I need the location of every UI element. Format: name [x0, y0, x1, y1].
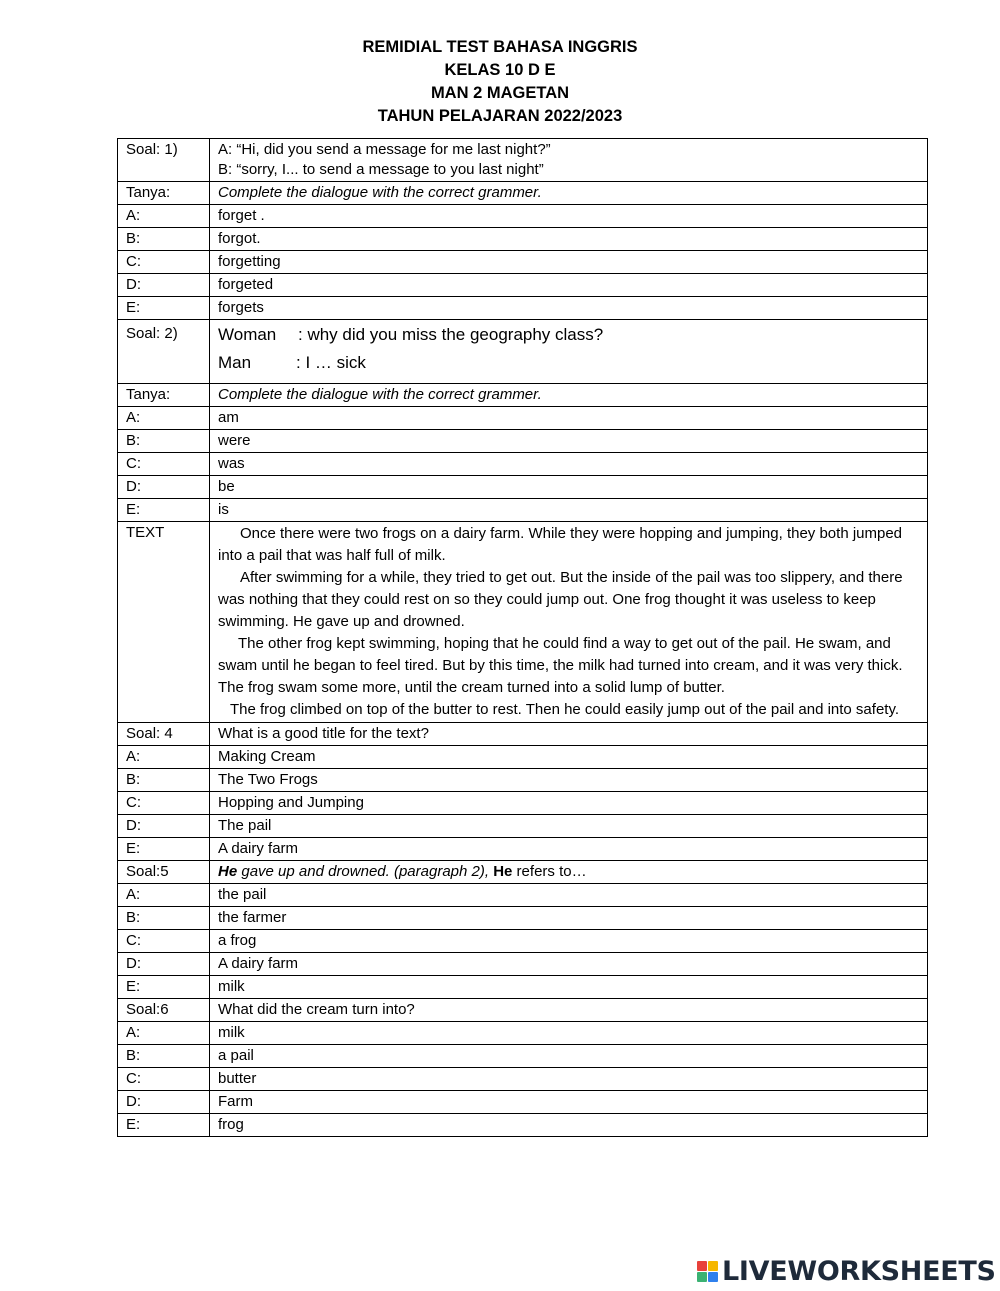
- option-key: A:: [118, 884, 210, 907]
- option-key: B:: [118, 430, 210, 453]
- instruction-text: Complete the dialogue with the correct grammer.: [210, 182, 928, 205]
- dialogue-line: [218, 349, 919, 377]
- reading-text: [210, 522, 928, 723]
- option-key: E:: [118, 499, 210, 522]
- question-table: [117, 138, 928, 1137]
- row-label: Soal:5: [118, 861, 210, 884]
- option-text: forgets: [210, 297, 928, 320]
- question-mid: gave up and drowned. (paragraph 2),: [237, 863, 494, 880]
- option-row[interactable]: [118, 476, 928, 499]
- option-key: E:: [118, 1114, 210, 1137]
- option-text: forgetting: [210, 251, 928, 274]
- option-row[interactable]: [118, 815, 928, 838]
- dialogue-line: [218, 321, 919, 349]
- option-key: D:: [118, 953, 210, 976]
- option-key: E:: [118, 838, 210, 861]
- option-row[interactable]: [118, 251, 928, 274]
- instruction-text: Complete the dialogue with the correct grammer.: [210, 384, 928, 407]
- header-year: TAHUN PELAJARAN 2022/2023: [377, 107, 623, 125]
- question-end: refers to…: [512, 863, 587, 880]
- option-text: the farmer: [210, 907, 928, 930]
- paragraph-4: The frog climbed on top of the butter to rest. Then he could easily jump out of the pail and into safety.: [230, 701, 900, 718]
- row-label: Tanya:: [118, 384, 210, 407]
- row-label: Soal: 4: [118, 723, 210, 746]
- option-text: milk: [210, 976, 928, 999]
- option-text: were: [210, 430, 928, 453]
- option-row[interactable]: [118, 1091, 928, 1114]
- dialogue-text: : I … sick: [296, 353, 366, 372]
- tanya-row: [118, 384, 928, 407]
- question-text: What did the cream turn into?: [210, 999, 928, 1022]
- question-row: [118, 861, 928, 884]
- speaker-woman: Woman: [218, 325, 277, 344]
- option-row[interactable]: [118, 976, 928, 999]
- option-text: The pail: [210, 815, 928, 838]
- option-key: C:: [118, 1068, 210, 1091]
- option-key: D:: [118, 476, 210, 499]
- option-text: am: [210, 407, 928, 430]
- question-row: [118, 723, 928, 746]
- option-row[interactable]: [118, 274, 928, 297]
- logo-block-green: [697, 1272, 707, 1282]
- row-label: Soal: 2): [118, 320, 210, 384]
- option-key: A:: [118, 205, 210, 228]
- question-dialogue: [210, 320, 928, 384]
- question-text: What is a good title for the text?: [210, 723, 928, 746]
- option-text: forget .: [210, 205, 928, 228]
- reading-text-row: [118, 522, 928, 723]
- dialogue-text: : why did you miss the geography class?: [298, 325, 604, 344]
- option-row[interactable]: [118, 407, 928, 430]
- option-key: C:: [118, 453, 210, 476]
- option-text: be: [210, 476, 928, 499]
- option-key: C:: [118, 251, 210, 274]
- option-key: B:: [118, 228, 210, 251]
- option-text: forgeted: [210, 274, 928, 297]
- option-key: D:: [118, 1091, 210, 1114]
- paragraph-3: The other frog kept swimming, hoping that he could find a way to get out of the pail. He swam, and swam until he began to feel tired. But by this time, the milk had turned into cream, and it was very thick. The frog swam some more, until the cream turned into a solid lump of butter.: [218, 635, 903, 696]
- row-label: Soal:6: [118, 999, 210, 1022]
- header-class: KELAS 10 D E: [444, 61, 556, 79]
- question-he-2: He: [493, 863, 513, 880]
- dialogue-line: B: “sorry, I... to send a message to you last night”: [218, 161, 544, 178]
- option-row[interactable]: [118, 884, 928, 907]
- option-text: A dairy farm: [210, 838, 928, 861]
- option-text: was: [210, 453, 928, 476]
- option-text: the pail: [210, 884, 928, 907]
- logo-block-yellow: [708, 1261, 718, 1271]
- option-text: The Two Frogs: [210, 769, 928, 792]
- question-row: [118, 320, 928, 384]
- question-text: [210, 861, 928, 884]
- dialogue-line: A: “Hi, did you send a message for me last night?”: [218, 141, 551, 158]
- option-row[interactable]: [118, 1022, 928, 1045]
- liveworksheets-brand: LIVEWORKSHEETS: [722, 1255, 996, 1287]
- option-row[interactable]: [118, 746, 928, 769]
- option-key: D:: [118, 815, 210, 838]
- option-text: Hopping and Jumping: [210, 792, 928, 815]
- option-row[interactable]: [118, 838, 928, 861]
- row-label: Tanya:: [118, 182, 210, 205]
- question-row: [118, 999, 928, 1022]
- option-text: frog: [210, 1114, 928, 1137]
- option-row[interactable]: [118, 953, 928, 976]
- logo-block-red: [697, 1261, 707, 1271]
- option-text: milk: [210, 1022, 928, 1045]
- option-row[interactable]: [118, 930, 928, 953]
- option-row[interactable]: [118, 430, 928, 453]
- paragraph-1: Once there were two frogs on a dairy farm. While they were hopping and jumping, they both jumped into a pail that was half full of milk.: [218, 525, 903, 564]
- option-row[interactable]: [118, 769, 928, 792]
- option-row[interactable]: [118, 499, 928, 522]
- option-row[interactable]: [118, 297, 928, 320]
- option-text: Farm: [210, 1091, 928, 1114]
- option-key: A:: [118, 407, 210, 430]
- option-row[interactable]: [118, 1045, 928, 1068]
- question-dialogue: [210, 139, 928, 182]
- option-row[interactable]: [118, 1114, 928, 1137]
- option-text: forgot.: [210, 228, 928, 251]
- option-key: C:: [118, 792, 210, 815]
- option-text: Making Cream: [210, 746, 928, 769]
- header-title: REMIDIAL TEST BAHASA INGGRIS: [362, 38, 638, 56]
- option-key: D:: [118, 274, 210, 297]
- option-key: A:: [118, 1022, 210, 1045]
- paragraph-2: After swimming for a while, they tried to get out. But the inside of the pail was too slippery, and there was nothing that they could rest on so they could jump out. One frog thought it was useless to keep swimming. He gave up and drowned.: [218, 569, 903, 630]
- option-text: A dairy farm: [210, 953, 928, 976]
- option-row[interactable]: [118, 1068, 928, 1091]
- option-text: butter: [210, 1068, 928, 1091]
- option-text: a frog: [210, 930, 928, 953]
- logo-block-blue: [708, 1272, 718, 1282]
- option-key: B:: [118, 769, 210, 792]
- option-row[interactable]: [118, 907, 928, 930]
- header-school: MAN 2 MAGETAN: [430, 84, 570, 102]
- option-row[interactable]: [118, 453, 928, 476]
- option-row[interactable]: [118, 228, 928, 251]
- option-key: C:: [118, 930, 210, 953]
- option-row[interactable]: [118, 792, 928, 815]
- option-key: E:: [118, 297, 210, 320]
- row-label: Soal: 1): [118, 139, 210, 182]
- liveworksheets-logo: [697, 1256, 996, 1286]
- option-text: a pail: [210, 1045, 928, 1068]
- tanya-row: [118, 182, 928, 205]
- worksheet-header: [0, 36, 1000, 128]
- option-key: E:: [118, 976, 210, 999]
- liveworksheets-logo-icon: [697, 1261, 718, 1282]
- option-row[interactable]: [118, 205, 928, 228]
- question-row: [118, 139, 928, 182]
- question-he: He: [218, 863, 238, 880]
- option-key: A:: [118, 746, 210, 769]
- row-label: TEXT: [118, 522, 210, 723]
- option-key: B:: [118, 907, 210, 930]
- option-text: is: [210, 499, 928, 522]
- speaker-man: Man: [218, 353, 252, 372]
- option-key: B:: [118, 1045, 210, 1068]
